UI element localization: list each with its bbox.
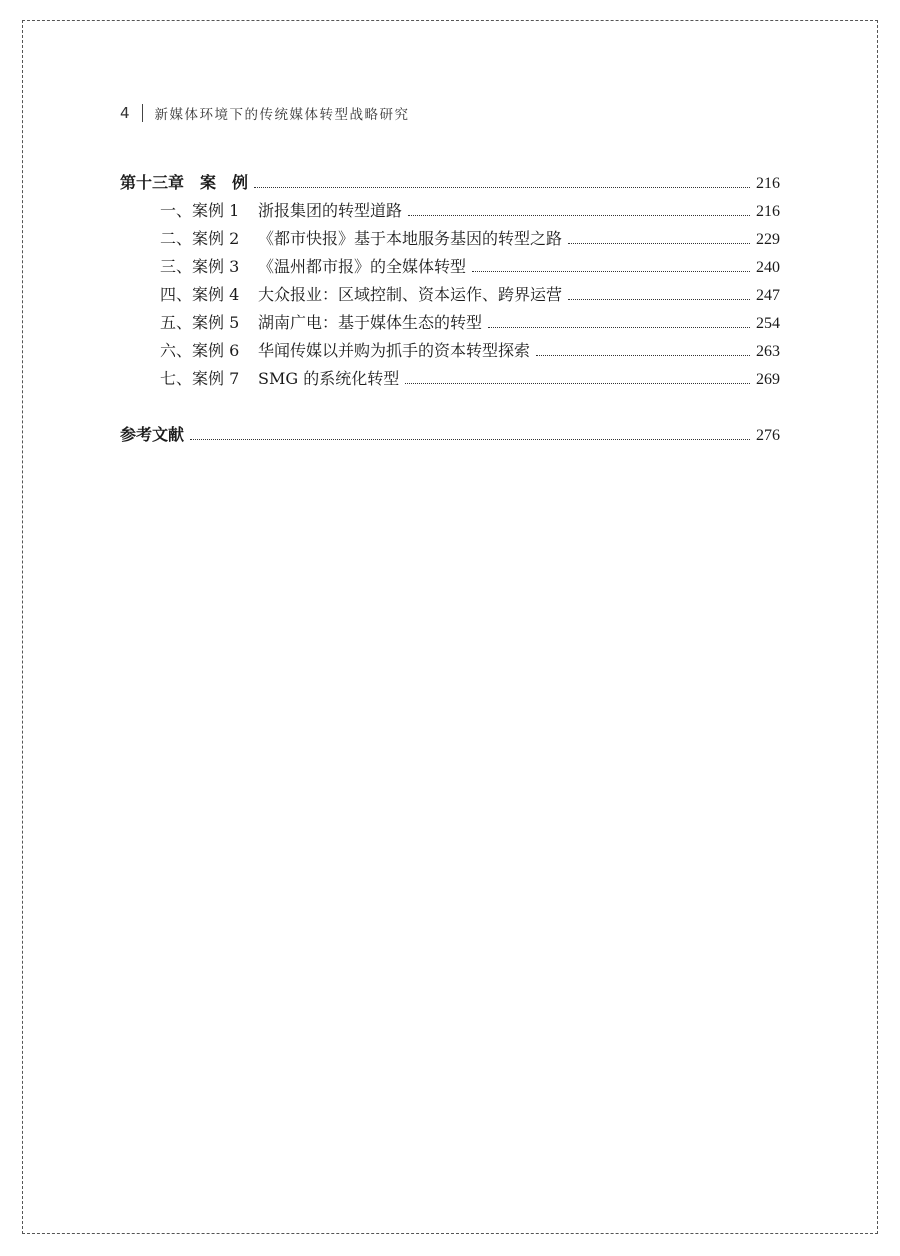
toc-section-label: [160, 281, 562, 309]
toc-section-7[interactable]: [120, 365, 780, 393]
toc-section-label: [160, 253, 466, 281]
running-header: [120, 102, 410, 124]
header-book-title: 新媒体环境下的传统媒体转型战略研究: [154, 107, 410, 123]
toc-leader-dots: [568, 298, 750, 300]
toc-section-number: 二、案例 2: [160, 229, 240, 248]
toc-section-title: 《都市快报》基于本地服务基因的转型之路: [258, 229, 563, 248]
toc-page-number: 240: [756, 259, 780, 276]
toc-leader-dots: [472, 270, 750, 272]
toc-page-number: 216: [756, 175, 780, 192]
toc-leader-dots: [405, 382, 750, 384]
toc-page-number: 276: [756, 427, 780, 444]
toc-chapter-label: [120, 169, 248, 197]
toc-section-number: 四、案例 4: [160, 285, 240, 304]
toc-section-4[interactable]: [120, 281, 780, 309]
toc-page-number: 216: [756, 203, 780, 220]
toc-page-number: 229: [756, 231, 780, 248]
toc-section-label: [160, 197, 402, 225]
toc-page-number: 263: [756, 343, 780, 360]
toc-leader-dots: [254, 186, 750, 188]
header-divider: [142, 104, 143, 122]
toc-leader-dots: [568, 242, 750, 244]
toc-page-number: 269: [756, 371, 780, 388]
toc-section-number: 七、案例 7: [160, 369, 240, 388]
toc-section-title: 《温州都市报》的全媒体转型: [258, 257, 467, 276]
toc-section-label: [160, 225, 562, 253]
toc-chapter-number: 第十三章: [120, 173, 185, 192]
toc-leader-dots: [408, 214, 750, 216]
toc-section-title: 浙报集团的转型道路: [258, 201, 403, 220]
toc-section-number: 三、案例 3: [160, 257, 240, 276]
toc-section-number: 五、案例 5: [160, 313, 240, 332]
toc-section-number: 六、案例 6: [160, 341, 240, 360]
toc-page-number: 254: [756, 315, 780, 332]
toc-section-2[interactable]: [120, 225, 780, 253]
toc-section-title: 华闻传媒以并购为抓手的资本转型探索: [258, 341, 531, 360]
table-of-contents: [120, 169, 780, 449]
toc-chapter-13[interactable]: [120, 169, 780, 197]
toc-leader-dots: [190, 438, 750, 440]
toc-section-label: [160, 365, 399, 393]
toc-section-number: 一、案例 1: [160, 201, 240, 220]
toc-section-title: 湖南广电：基于媒体生态的转型: [258, 313, 483, 332]
toc-section-label: [160, 309, 482, 337]
toc-section-label: [160, 337, 530, 365]
toc-leader-dots: [488, 326, 750, 328]
toc-section-3[interactable]: [120, 253, 780, 281]
toc-leader-dots: [536, 354, 750, 356]
toc-references[interactable]: [120, 421, 780, 449]
toc-section-title: SMG 的系统化转型: [258, 369, 400, 388]
toc-section-title: 大众报业：区域控制、资本运作、跨界运营: [258, 285, 563, 304]
toc-section-1[interactable]: [120, 197, 780, 225]
toc-section-5[interactable]: [120, 309, 780, 337]
toc-chapter-title: 案 例: [200, 173, 249, 192]
toc-references-title: 参考文献: [120, 425, 185, 444]
toc-page-number: 247: [756, 287, 780, 304]
header-page-number: 4: [120, 104, 130, 122]
toc-section-6[interactable]: [120, 337, 780, 365]
